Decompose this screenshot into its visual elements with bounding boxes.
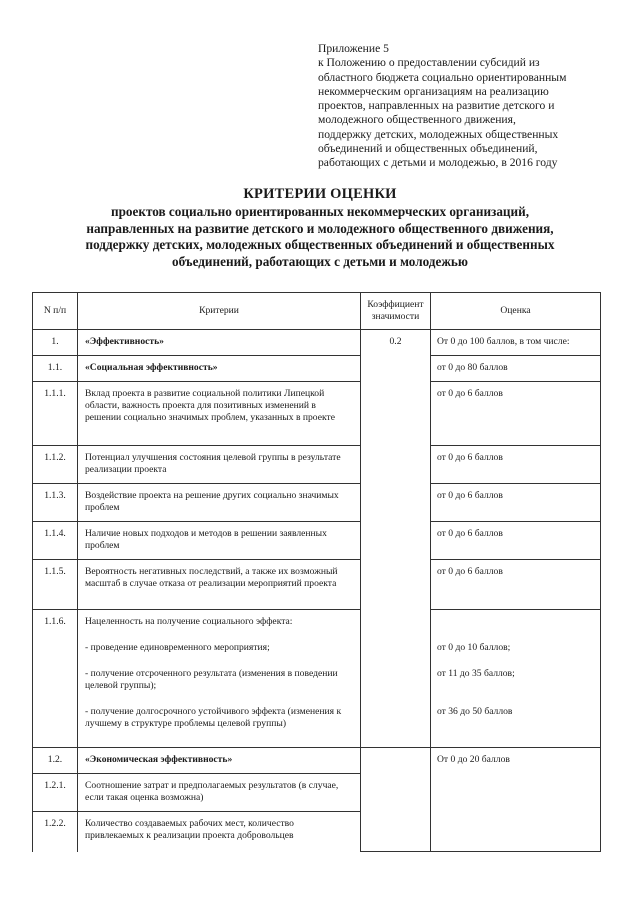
row-score: От 0 до 100 баллов, в том числе: xyxy=(431,330,601,356)
row-num: 1.1.6. xyxy=(33,610,78,748)
row-num: 1. xyxy=(33,330,78,356)
row-coef-empty xyxy=(361,748,431,852)
row-criteria: «Эффективность» xyxy=(78,330,361,356)
row-criteria: Вероятность негативных последствий, а также их возможный масштаб в случае отказа от реализации мероприятий проекта xyxy=(78,560,361,610)
row-num: 1.1.4. xyxy=(33,522,78,560)
table-row xyxy=(33,330,601,356)
table-row xyxy=(33,356,601,382)
table-row xyxy=(33,560,601,610)
row-criteria: Потенциал улучшения состояния целевой группы в результате реализации проекта xyxy=(78,446,361,484)
table-row xyxy=(33,522,601,560)
row-num: 1.1. xyxy=(33,356,78,382)
appendix-line: проектов, направленных на развитие детского и xyxy=(318,99,555,113)
table-row xyxy=(33,382,601,446)
subtitle-line: поддержку детских, молодежных общественных объединений и общественных xyxy=(85,237,555,252)
row-score-item: от 0 до 10 баллов; xyxy=(437,642,511,653)
appendix-line: Приложение 5 xyxy=(318,42,389,55)
row-num: 1.2.1. xyxy=(33,774,78,812)
row-score: от 0 до 6 баллов xyxy=(431,382,601,446)
subtitle-line: проектов социально ориентированных некоммерческих организаций, xyxy=(110,204,530,219)
row-score: от 0 до 6 баллов xyxy=(431,446,601,484)
appendix-line: областного бюджета социально ориентированным xyxy=(318,70,567,84)
row-coef: 0.2 xyxy=(361,330,431,748)
appendix-line: молодежного общественного движения, xyxy=(318,113,516,127)
row-num: 1.1.3. xyxy=(33,484,78,522)
table-row xyxy=(33,484,601,522)
row-score: от 0 до 6 баллов xyxy=(431,560,601,610)
appendix-line: объединений и общественных объединений, xyxy=(318,142,538,156)
row-criteria xyxy=(78,610,361,748)
appendix-line: работающих с детьми и молодежью, в 2016 году xyxy=(318,156,558,170)
row-score-item: от 36 до 50 баллов xyxy=(437,706,513,717)
row-criteria: Соотношение затрат и предполагаемых результатов (в случае, если такая оценка возможна) xyxy=(78,774,361,812)
criteria-table xyxy=(32,292,601,852)
row-score xyxy=(431,610,601,748)
document-title: КРИТЕРИИ ОЦЕНКИ xyxy=(243,186,397,202)
row-num: 1.2.2. xyxy=(33,812,78,852)
header-score: Оценка xyxy=(431,293,601,330)
appendix-line: некоммерческим организациям на реализацию xyxy=(318,84,549,98)
row-criteria: Воздействие проекта на решение других социально значимых проблем xyxy=(78,484,361,522)
header-num: N п/п xyxy=(33,293,78,330)
header-criteria: Критерии xyxy=(78,293,361,330)
row-num: 1.2. xyxy=(33,748,78,774)
appendix-line: поддержку детских, молодежных общественных xyxy=(318,127,559,141)
document-subtitle xyxy=(30,204,610,270)
row-score-item: от 11 до 35 баллов; xyxy=(437,668,515,679)
subtitle-line: направленных на развитие детского и молодежного общественного движения, xyxy=(86,220,554,236)
table-header-row xyxy=(33,293,601,330)
row-score: от 0 до 80 баллов xyxy=(431,356,601,382)
table-row xyxy=(33,748,601,774)
row-criteria-item: - проведение единовременного мероприятия; xyxy=(85,642,270,653)
table-row xyxy=(33,610,601,748)
table-row xyxy=(33,446,601,484)
row-score: от 0 до 6 баллов xyxy=(431,522,601,560)
row-criteria-heading: Нацеленность на получение социального эффекта: xyxy=(85,616,293,627)
header-coef: Коэффициент значимости xyxy=(361,293,431,330)
row-criteria: «Экономическая эффективность» xyxy=(78,748,361,774)
row-num: 1.1.2. xyxy=(33,446,78,484)
row-num: 1.1.5. xyxy=(33,560,78,610)
row-criteria: Наличие новых подходов и методов в решении заявленных проблем xyxy=(78,522,361,560)
row-criteria-item: - получение отсроченного результата (изменения в поведении целевой группы); xyxy=(85,668,338,691)
row-criteria-item: - получение долгосрочного устойчивого эффекта (изменения к лучшему в структуре проблемы целевой группы) xyxy=(85,706,342,729)
row-criteria: Вклад проекта в развитие социальной политики Липецкой области, важность проекта для позитивных изменений в решении социально значимых проблем, указанных в проекте xyxy=(78,382,361,446)
row-score: От 0 до 20 баллов xyxy=(431,748,601,852)
row-criteria: «Социальная эффективность» xyxy=(78,356,361,382)
subtitle-line: объединений, работающих с детьми и молодежью xyxy=(172,253,468,269)
appendix-note xyxy=(318,42,608,171)
row-score: от 0 до 6 баллов xyxy=(431,484,601,522)
row-num: 1.1.1. xyxy=(33,382,78,446)
appendix-line: к Положению о предоставлении субсидий из xyxy=(318,56,540,70)
row-criteria: Количество создаваемых рабочих мест, количество привлекаемых к реализации проекта добровольцев xyxy=(78,812,361,852)
